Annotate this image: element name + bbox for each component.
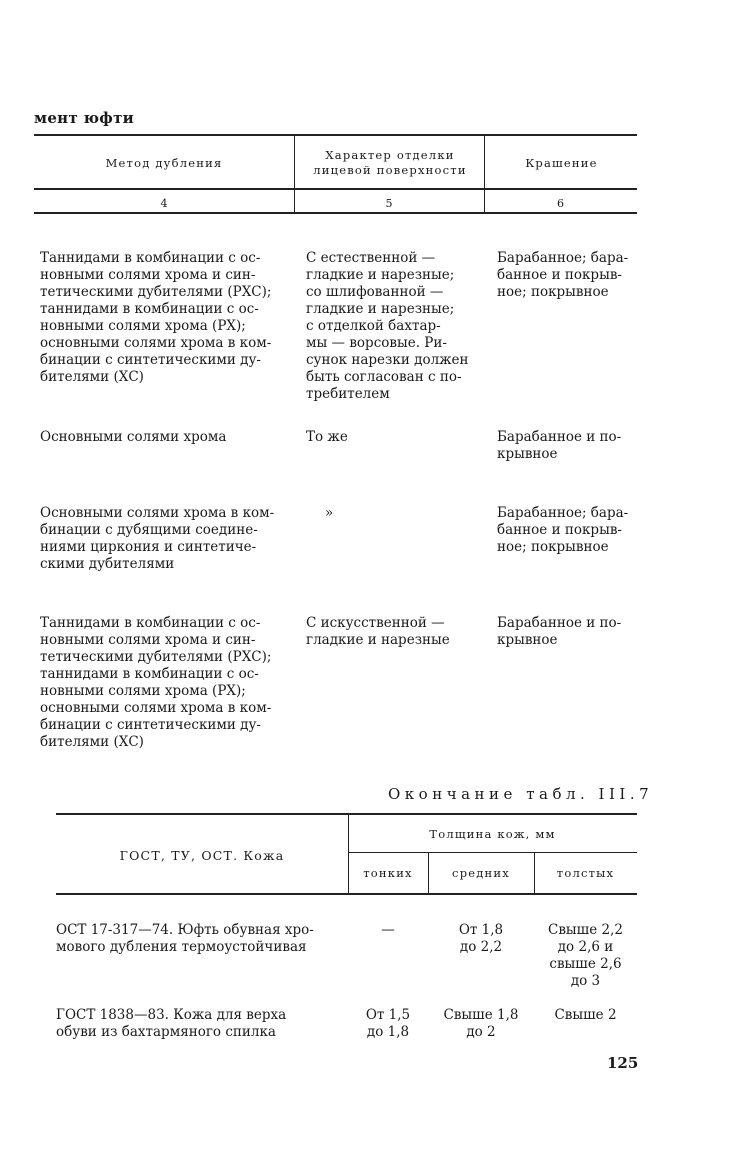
table2-row2-thick: Свыше 2 [554,1007,617,1023]
column-header-standard: ГОСТ, ТУ, ОСТ. Кожа [119,848,285,863]
table2-row1-standard: ОСТ 17-317—74. Юфть обувная хро- мового дубления термоустойчивая [56,922,314,955]
table1-row1-finish: С естественной — гладкие и нарезные; со шлифованной — гладкие и нарезные; с отделкой бахтар- мы — ворсовые. Ри- сунок нарезки должен быть согласован с по- требителем [306,250,469,402]
table1-row4-dyeing: Барабанное и по- крывное [497,615,622,648]
section-title: мент юфти [34,109,135,127]
table-continuation-title: Окончание табл. III.7 [388,785,654,803]
table1-row1-method: Таннидами в комбинации с ос- новными солями хрома и син- тетическими дубителями (РХС); таннидами в комбинации с ос- новными солями хрома (РХ); основными солями хрома в ком- бинации с синтетическими ду- бителями (ХС) [40,250,272,385]
table1-row3-finish: » [325,505,334,521]
table1-top-rule [34,134,637,136]
table2-row2-standard: ГОСТ 1838—83. Кожа для верха обуви из бахтармяного спилка [56,1007,287,1040]
column-group-thickness: Толщина кож, мм [429,827,556,841]
table2-row1-thick: Свыше 2,2 до 2,6 и свыше 2,6 до 3 [548,922,623,989]
table2-top-rule [56,813,637,815]
table1-number-rule [34,212,637,214]
table1-row2-dyeing: Барабанное и по- крывное [497,429,622,462]
table1-row2-method: Основными солями хрома [40,429,227,445]
table1-row3-method: Основными солями хрома в ком- бинации с дубящими соедине- ниями циркония и синтетиче- скими дубителями [40,505,275,572]
page-number: 125 [607,1054,639,1072]
table2-group-rule [348,852,637,853]
column-header-dyeing: Крашение [525,156,598,170]
table2-header-rule [56,893,637,895]
table2-row1-thin: — [381,922,395,938]
table2-row1-medium: От 1,8 до 2,2 [458,922,504,955]
subheader-thick: толстых [556,866,615,880]
table1-row1-dyeing: Барабанное; бара- банное и покрыв- ное; покрывное [497,250,629,300]
table1-header-rule [34,188,637,190]
column-number-5: 5 [385,197,393,210]
subheader-thin: тонких [363,866,413,880]
column-number-4: 4 [160,197,168,210]
table1-row3-dyeing: Барабанное; бара- банное и покрыв- ное; покрывное [497,505,629,555]
subheader-medium: средних [452,866,510,880]
column-number-6: 6 [557,197,564,210]
table1-row4-method: Таннидами в комбинации с ос- новными солями хрома и син- тетическими дубителями (РХС); таннидами в комбинации с ос- новными солями хрома (РХ); основными солями хрома в ком- бинации с синтетическими ду- бителями (ХС) [40,615,272,750]
table2-row2-medium: Свыше 1,8 до 2 [443,1007,519,1040]
table2-row2-thin: От 1,5 до 1,8 [365,1007,411,1040]
column-header-finish: Характер отделки лицевой поверхности [313,148,467,177]
table1-row4-finish: С искусственной — гладкие и нарезные [306,615,450,648]
table1-row2-finish: То же [306,429,348,445]
column-header-method: Метод дубления [105,156,223,170]
